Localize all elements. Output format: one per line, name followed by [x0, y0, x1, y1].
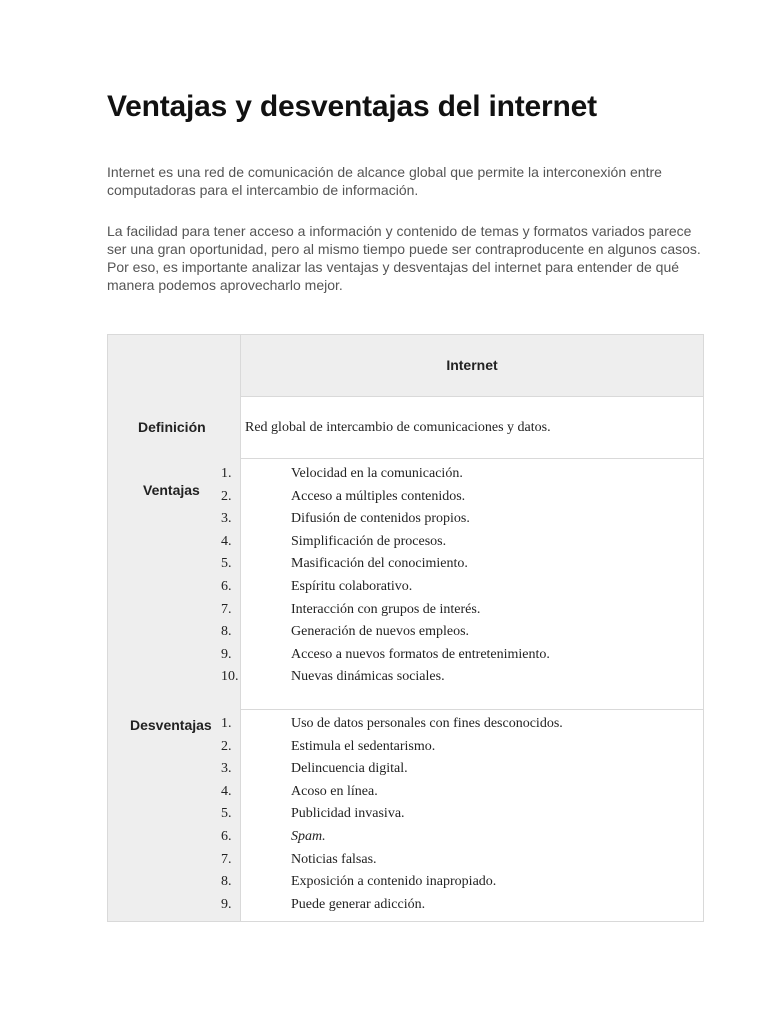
- list-item: [221, 874, 703, 897]
- list-item-number: 7.: [221, 851, 232, 867]
- definition-label: Definición: [138, 419, 206, 435]
- list-item: [221, 533, 703, 557]
- list-item: [221, 578, 703, 602]
- list-item: [221, 488, 703, 512]
- list-item-text: Acoso en línea.: [291, 783, 378, 799]
- list-item-number: 5.: [221, 556, 232, 572]
- definition-text: Red global de intercambio de comunicaciones y datos.: [245, 420, 551, 435]
- table-header-row: [108, 335, 703, 397]
- list-item-number: 3.: [221, 761, 232, 777]
- list-item: [221, 896, 703, 920]
- list-item-number: 8.: [221, 874, 232, 890]
- desventajas-label: Desventajas: [130, 717, 212, 733]
- list-item-text: Uso de datos personales con fines desconocidos.: [291, 716, 563, 731]
- list-item: [221, 556, 703, 579]
- ventajas-row: [108, 458, 703, 710]
- list-item-number: 8.: [221, 624, 232, 640]
- comparison-table: [107, 334, 704, 922]
- list-item: [221, 851, 703, 875]
- header-empty-cell: [108, 335, 241, 396]
- definition-row: [108, 396, 703, 459]
- table-header-label: Internet: [446, 357, 498, 373]
- intro-paragraph: Internet es una red de comunicación de alcance global que permite la interconexión entre computadoras para el intercambio de información.: [107, 164, 662, 198]
- list-item-text: Simplificación de procesos.: [291, 533, 447, 549]
- list-item: [221, 738, 703, 762]
- list-item-number: 2.: [221, 738, 232, 754]
- list-item-number: 5.: [221, 806, 232, 822]
- list-item-number: 10.: [221, 669, 239, 685]
- desventajas-cell: [221, 709, 703, 921]
- list-item-text: Estimula el sedentarismo.: [291, 738, 436, 754]
- list-item-text: Spam.: [291, 828, 326, 844]
- list-item-text: Noticias falsas.: [291, 851, 377, 867]
- list-item: [221, 761, 703, 784]
- desventajas-list: [221, 716, 703, 919]
- list-item-number: 2.: [221, 488, 232, 504]
- list-item: [221, 828, 703, 852]
- list-item-text: Publicidad invasiva.: [291, 806, 405, 822]
- header-cell: [241, 335, 703, 396]
- list-item-number: 6.: [221, 578, 232, 594]
- list-item: [221, 624, 703, 647]
- list-item: [221, 601, 703, 625]
- list-item-text: Difusión de contenidos propios.: [291, 511, 470, 527]
- page-title: Ventajas y desventajas del internet: [107, 90, 597, 123]
- list-item-text: Nuevas dinámicas sociales.: [291, 669, 445, 685]
- list-item-text: Acceso a múltiples contenidos.: [291, 488, 466, 504]
- ventajas-cell: [221, 458, 703, 709]
- list-item-text: Espíritu colaborativo.: [291, 578, 413, 594]
- list-item-text: Generación de nuevos empleos.: [291, 624, 470, 640]
- ventajas-list: [221, 466, 703, 692]
- definition-label-cell: [108, 396, 241, 458]
- list-item-number: 4.: [221, 783, 232, 799]
- list-item-text: Puede generar adicción.: [291, 896, 426, 912]
- ventajas-label: Ventajas: [143, 482, 200, 498]
- list-item-number: 4.: [221, 533, 232, 549]
- list-item-text: Interacción con grupos de interés.: [291, 601, 481, 617]
- list-item: [221, 646, 703, 670]
- list-item: [221, 466, 703, 489]
- list-item-text: Acceso a nuevos formatos de entretenimiento.: [291, 646, 550, 662]
- list-item: [221, 716, 703, 739]
- list-item: [221, 511, 703, 534]
- definition-cell: [241, 396, 703, 458]
- list-item-number: 7.: [221, 601, 232, 617]
- list-item-number: 3.: [221, 511, 232, 527]
- list-item-text: Masificación del conocimiento.: [291, 556, 468, 572]
- list-item-number: 9.: [221, 896, 232, 912]
- list-item-text: Exposición a contenido inapropiado.: [291, 874, 497, 890]
- context-paragraph: La facilidad para tener acceso a información y contenido de temas y formatos variados parece ser una gran oportunidad, pero al mismo tiempo puede ser contraproducente en algunos casos. Por eso, es importante analizar las ventajas y desventajas del internet para entender de qué manera podemos aprovecharlo mejor.: [107, 223, 701, 293]
- list-item-number: 9.: [221, 646, 232, 662]
- list-item: [221, 783, 703, 807]
- list-item: [221, 669, 703, 692]
- list-item-text: Velocidad en la comunicación.: [291, 466, 463, 481]
- list-item-number: 1.: [221, 466, 232, 481]
- list-item-number: 1.: [221, 716, 232, 731]
- list-item-number: 6.: [221, 828, 232, 844]
- list-item: [221, 806, 703, 829]
- list-item-text: Delincuencia digital.: [291, 761, 408, 777]
- desventajas-row: [108, 709, 703, 921]
